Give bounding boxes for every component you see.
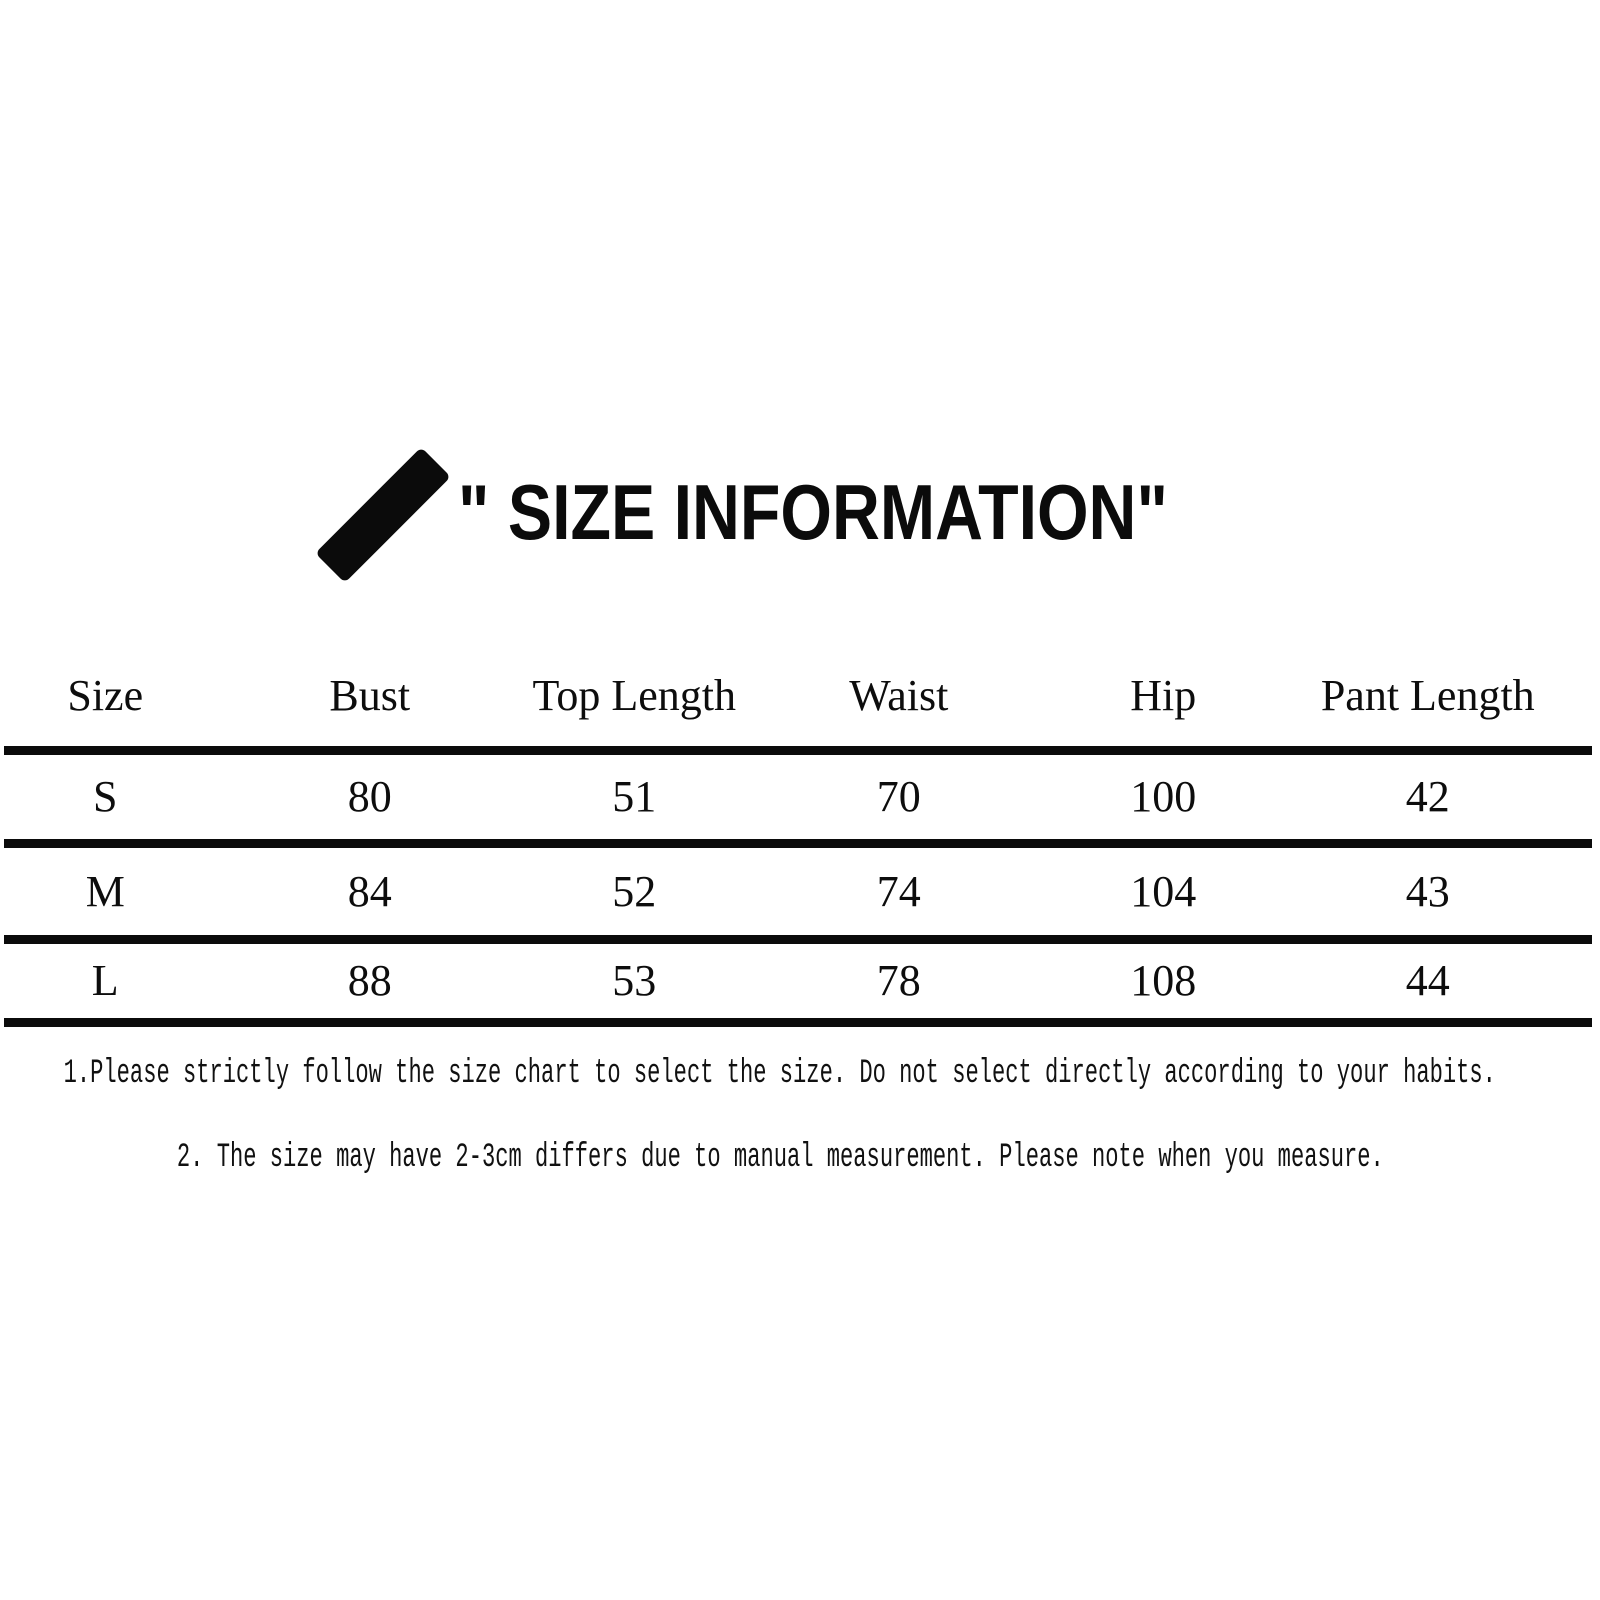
- table-row-l: [0, 944, 1560, 1018]
- table-row-s: [0, 755, 1560, 839]
- cell-top-length: 52: [612, 866, 657, 916]
- note-1-text: 1.Please strictly follow the size chart to select the size. Do not select directly according to your habits.: [63, 1055, 1497, 1093]
- cell-hip: 100: [1130, 772, 1197, 821]
- cell-top-length: 51: [612, 772, 657, 821]
- cell-hip: 108: [1130, 956, 1197, 1005]
- column-header-bust: Bust: [329, 670, 411, 720]
- cell-waist: 74: [876, 866, 921, 916]
- table-header-row: [0, 645, 1560, 746]
- table-row-m: [0, 848, 1560, 935]
- cell-bust: 84: [347, 866, 392, 916]
- cell-size: S: [93, 772, 118, 821]
- column-header-pant-length: Pant Length: [1320, 670, 1535, 720]
- column-header-waist: Waist: [849, 670, 949, 720]
- cell-pant-length: 44: [1405, 956, 1450, 1005]
- table-rule: [4, 839, 1592, 848]
- column-header-hip: Hip: [1130, 670, 1197, 720]
- cell-pant-length: 42: [1405, 772, 1450, 821]
- cell-pant-length: 43: [1405, 866, 1450, 916]
- cell-bust: 80: [347, 772, 392, 821]
- column-header-top-length: Top Length: [532, 670, 736, 720]
- table-rule: [4, 746, 1592, 755]
- cell-hip: 104: [1130, 866, 1197, 916]
- cell-bust: 88: [347, 956, 392, 1005]
- page-title: " SIZE INFORMATION": [458, 468, 1168, 556]
- column-header-size: Size: [67, 670, 144, 720]
- note-1: [0, 1054, 1560, 1094]
- note-2-text: 2. The size may have 2-3cm differs due to manual measurement. Please note when you measure.: [176, 1139, 1384, 1177]
- cell-waist: 70: [876, 772, 921, 821]
- table-rule: [4, 1018, 1592, 1027]
- note-2: [0, 1138, 1560, 1178]
- cell-size: M: [85, 866, 125, 916]
- cell-size: L: [91, 956, 119, 1005]
- cell-top-length: 53: [612, 956, 657, 1005]
- slash-icon: [315, 447, 451, 583]
- table-rule: [4, 935, 1592, 944]
- cell-waist: 78: [876, 956, 921, 1005]
